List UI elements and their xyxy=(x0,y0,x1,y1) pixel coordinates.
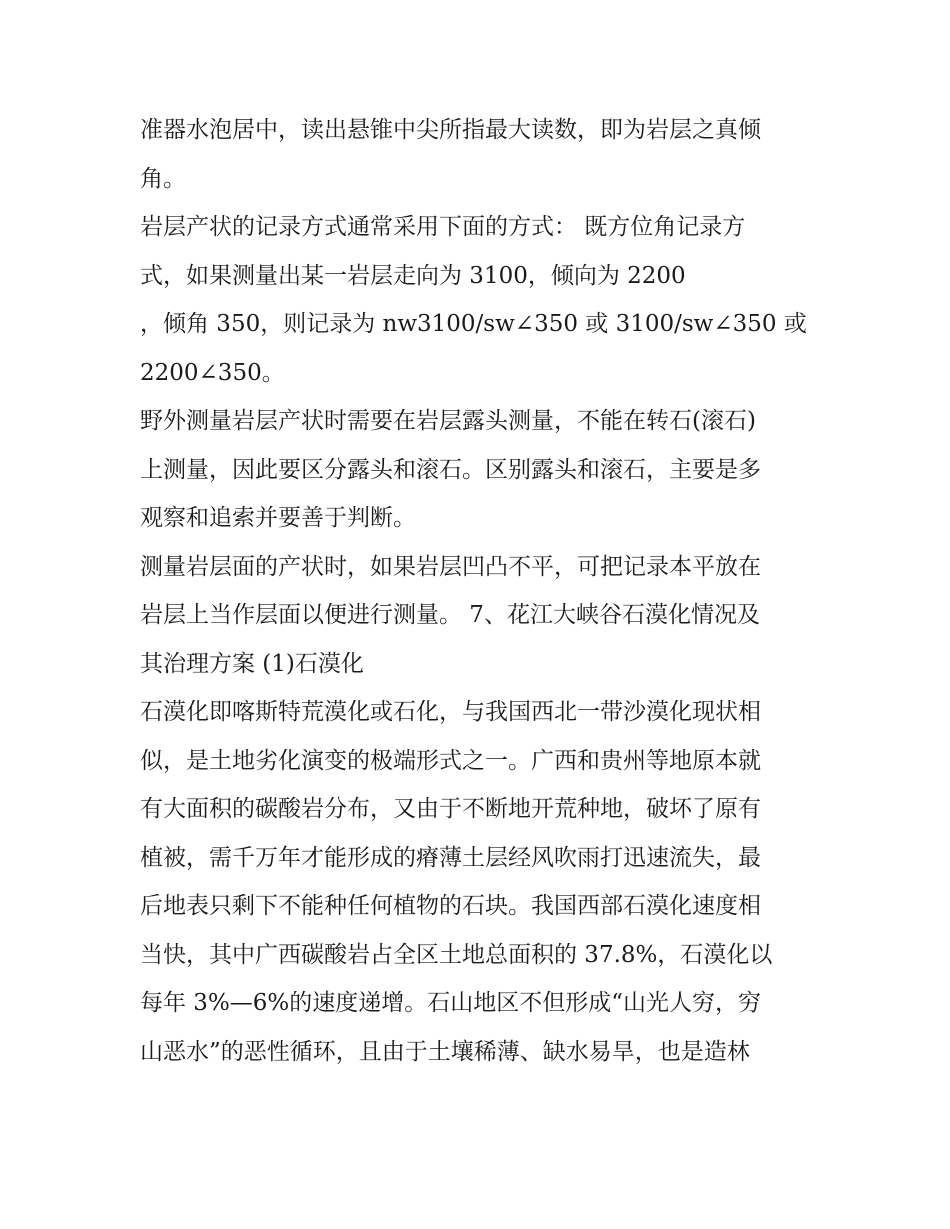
text-line: 山恶水”的恶性循环，且由于土壤稀薄、缺水易旱，也是造林 xyxy=(140,1038,750,1065)
text-line: 有大面积的碳酸岩分布，又由于不断地开荒种地，破坏了原有 xyxy=(140,796,761,822)
text-line: 似，是土地劣化演变的极端形式之一。广西和贵州等地原本就 xyxy=(140,747,761,774)
text-line: 2200∠350。 xyxy=(140,359,285,386)
text-line: 观察和追索并要善于判断。 xyxy=(140,505,416,531)
text-line: 上测量，因此要区分露头和滚石。区别露头和滚石，主要是多 xyxy=(140,456,761,483)
text-line: 式，如果测量出某一岩层走向为 3100，倾向为 2200 xyxy=(140,262,686,289)
text-line: ，倾角 350，则记录为 nw3100/sw∠350 或 3100/sw∠350 或 xyxy=(140,311,807,337)
text-line: 野外测量岩层产状时需要在岩层露头测量，不能在转石(滚石) xyxy=(140,408,756,434)
text-line: 测量岩层面的产状时，如果岩层凹凸不平，可把记录本平放在 xyxy=(140,553,761,580)
text-line: 岩层上当作层面以便进行测量。 7、花江大峡谷石漠化情况及 xyxy=(140,602,760,628)
text-line: 岩层产状的记录方式通常采用下面的方式： 既方位角记录方 xyxy=(140,214,746,240)
text-line: 当快，其中广西碳酸岩占全区土地总面积的 37.8%，石漠化以 xyxy=(140,941,773,968)
text-line: 植被，需千万年才能形成的瘠薄土层经风吹雨打迅速流失，最 xyxy=(140,844,761,871)
text-line: 石漠化即喀斯特荒漠化或石化，与我国西北一带沙漠化现状相 xyxy=(140,699,761,725)
text-line: 准器水泡居中，读出悬锥中尖所指最大读数，即为岩层之真倾 xyxy=(140,117,761,143)
text-line: 每年 3%—6%的速度递增。石山地区不但形成“山光人穷，穷 xyxy=(140,990,762,1016)
text-line: 其治理方案 (1)石漠化 xyxy=(140,650,364,677)
text-line: 角。 xyxy=(140,165,186,192)
document-body xyxy=(140,106,820,1076)
text-line: 后地表只剩下不能种任何植物的石块。我国西部石漠化速度相 xyxy=(140,893,761,919)
